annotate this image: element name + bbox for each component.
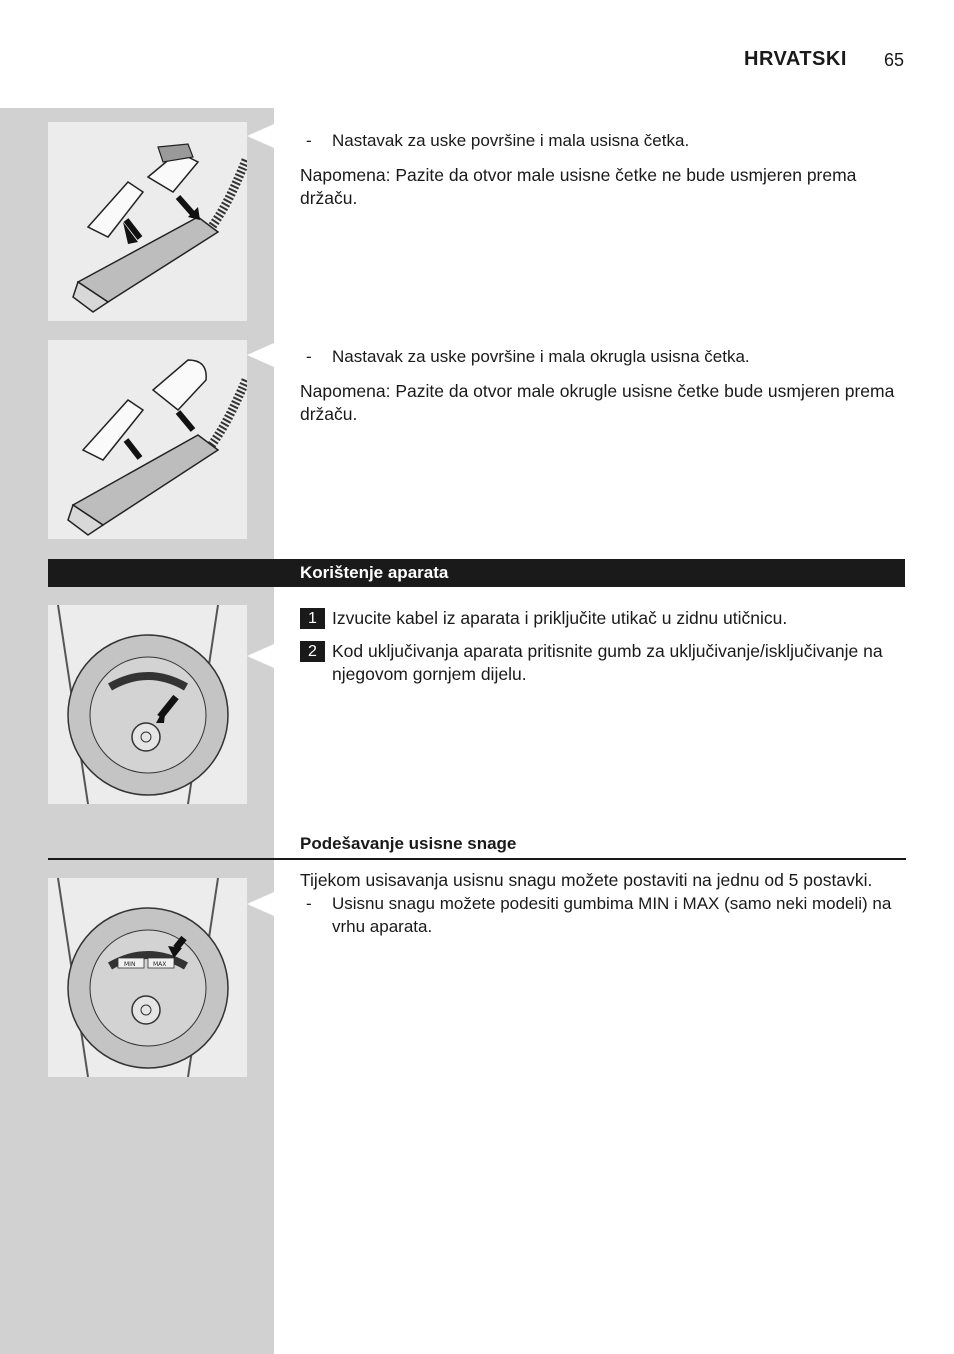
- list-item: [300, 892, 905, 938]
- min-max-buttons-illustration-icon: [48, 878, 247, 1077]
- round-brush-attachment-illustration-icon: [48, 340, 247, 539]
- max-label: MAX: [153, 961, 167, 968]
- figure-pointer: [247, 892, 274, 916]
- header-language: HRVATSKI: [744, 48, 847, 70]
- figure-pointer: [247, 124, 274, 148]
- subsection-title: Podešavanje usisne snage: [300, 834, 517, 853]
- section-title: Korištenje aparata: [300, 563, 449, 582]
- section-header-bar: [48, 559, 905, 587]
- step-text: Kod uključivanja aparata pritisnite gumb za uključivanje/isključivanje na njegovom gornjem dijelu.: [332, 641, 883, 684]
- list-item-text: Nastavak za uske površine i mala usisna četka.: [332, 131, 690, 150]
- list-item-text: Nastavak za uske površine i mala okrugla usisna četka.: [332, 347, 750, 366]
- step-text: Izvucite kabel iz aparata i priključite utikač u zidnu utičnicu.: [332, 608, 788, 628]
- brush-attachment-illustration-icon: [48, 122, 247, 321]
- dash-marker: -: [306, 347, 312, 366]
- block-2-text: [300, 345, 905, 426]
- list-item: [300, 129, 905, 152]
- figure-pointer: [247, 343, 274, 367]
- intro-text: Tijekom usisavanja usisnu snagu možete postaviti na jednu od 5 postavki.: [300, 870, 873, 890]
- list-item-text: Usisnu snagu možete podesiti gumbima MIN i MAX (samo neki modeli) na vrhu aparata.: [332, 894, 892, 936]
- steps-block: [300, 607, 905, 696]
- power-text-block: [300, 869, 905, 938]
- block-1-text: [300, 129, 905, 210]
- step-number: 1: [300, 608, 325, 629]
- step-item: [300, 640, 905, 686]
- page-number: 65: [884, 50, 905, 70]
- section-rule: [48, 858, 906, 860]
- note-text: Napomena: Pazite da otvor male okrugle usisne četke bude usmjeren prema držaču.: [300, 381, 895, 424]
- dash-marker: -: [306, 131, 312, 150]
- step-number: 2: [300, 641, 325, 662]
- min-label: MIN: [124, 961, 136, 968]
- figure-pointer: [247, 644, 274, 668]
- dash-marker: -: [306, 894, 312, 913]
- note-text: Napomena: Pazite da otvor male usisne četke ne bude usmjeren prema držaču.: [300, 165, 857, 208]
- power-button-illustration-icon: [48, 605, 247, 804]
- step-item: [300, 607, 905, 630]
- list-item: [300, 345, 905, 368]
